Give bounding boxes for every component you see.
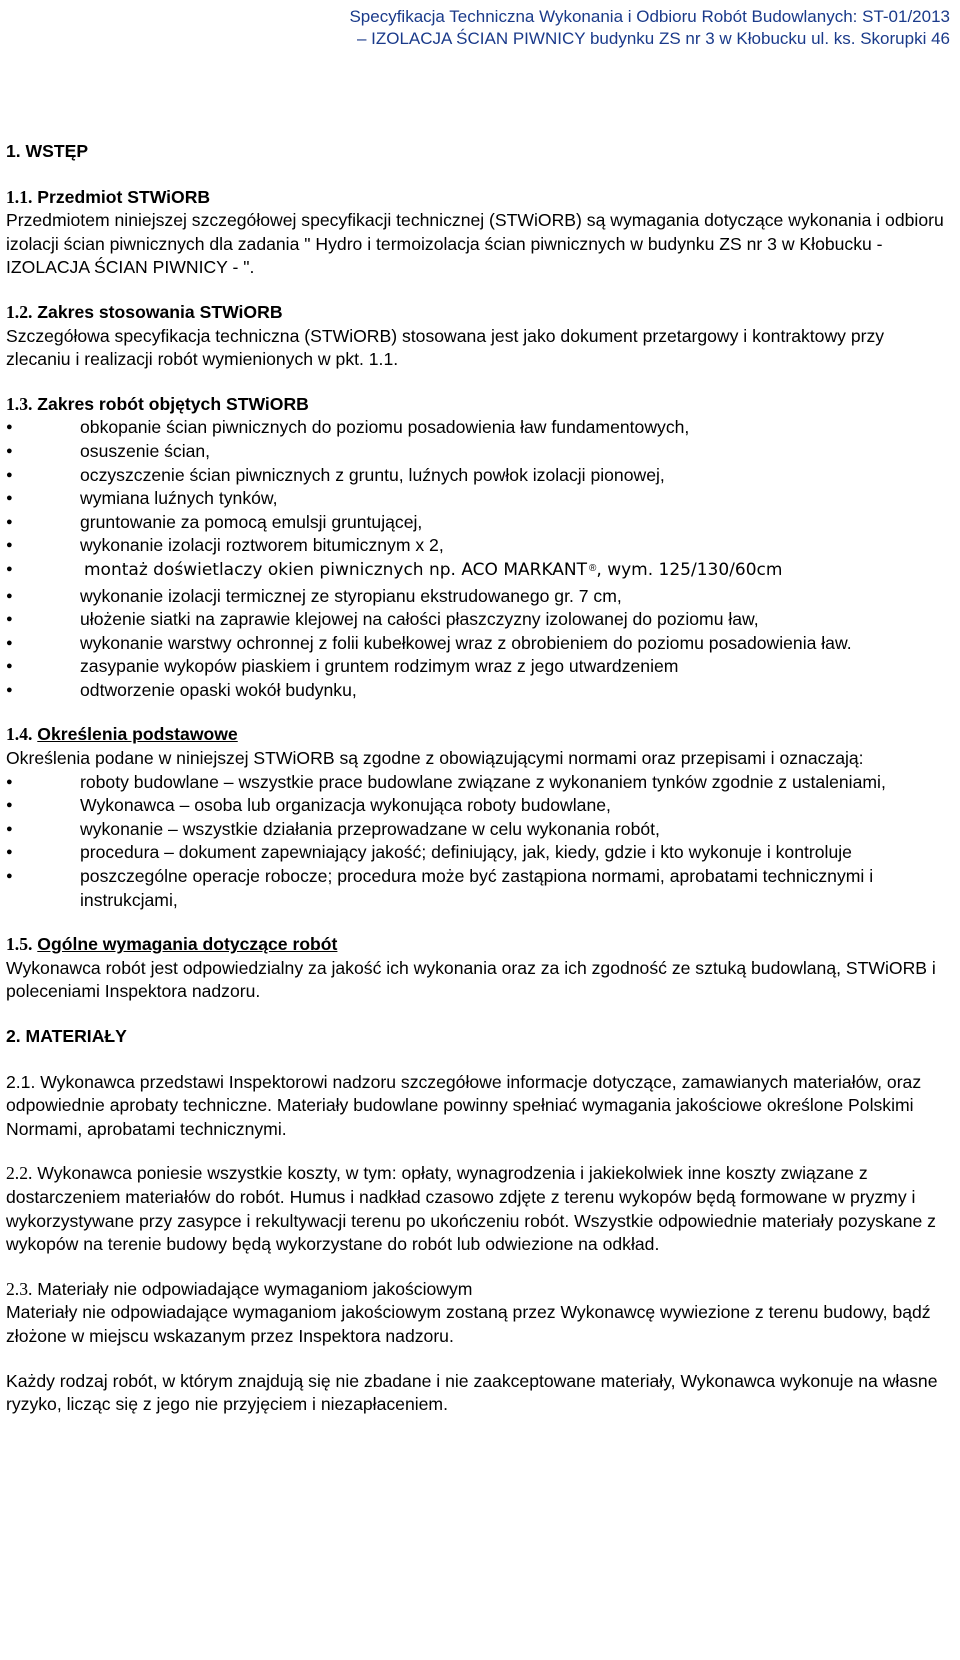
paragraph-2-3-title — [6, 1278, 950, 1302]
section-number: 2.3. — [6, 1278, 33, 1299]
section-1-2-title — [6, 301, 950, 325]
section-1-5 — [6, 933, 950, 1004]
section-number: 1.4. — [6, 724, 33, 745]
list-item: ● oczyszczenie ścian piwnicznych z gruntu, luźnych powłok izolacji pionowej, — [6, 464, 950, 488]
section-1-heading: 1. WSTĘP — [6, 141, 89, 161]
section-number: 1.1. — [6, 186, 33, 207]
section-1-1-title — [6, 186, 950, 210]
list-item: ● wymiana luźnych tynków, — [6, 487, 950, 511]
markant-text-b: okien piwnicznych np. ACO MARKANT — [267, 559, 588, 580]
section-1-4-title — [6, 723, 950, 747]
scope-list — [6, 416, 950, 702]
list-item-markant — [6, 558, 950, 585]
list-item: ● wykonanie izolacji roztworem bitumicznym x 2, — [6, 534, 950, 558]
paragraph-text: Wykonawca poniesie wszystkie koszty, w tym: opłaty, wynagrodzenia i jakiekolwiek inne koszty związane z dostarczeniem materiałów do robót. Humus i nadkład czasowo zdjęte z terenu wykopów będą formowane w pryzmy i wykorzystywane przy zasypce i rekultywacji terenu po ukończeniu robót. Wszystkie odpowiednie materiały pozyskane z wykopów na terenie budowy będą wykorzystane do robót lub odwiezione na odkład. — [6, 1163, 936, 1255]
section-title: Zakres robót objętych STWiORB — [37, 393, 309, 414]
list-item: ● wykonanie – wszystkie działania przeprowadzane w celu wykonania robót, — [6, 818, 950, 842]
section-title: Określenia podstawowe — [37, 724, 238, 745]
list-item: ● wykonanie izolacji termicznej ze styropianu ekstrudowanego gr. 7 cm, — [6, 585, 950, 609]
registered-mark: ® — [589, 562, 597, 574]
paragraph-2-1: 2.1. Wykonawca przedstawi Inspektorowi nadzoru szczegółowe informacje dotyczące, zamawianych materiałów, oraz odpowiednie aprobaty techniczne. Materiały budowlane powinny spełniać wymagania jakościowe określone Polskimi Normami, aprobatami technicznymi. — [6, 1071, 922, 1139]
section-title: Materiały nie odpowiadające wymaganiom jakościowym — [37, 1278, 473, 1299]
list-item: ● odtworzenie opaski wokół budynku, — [6, 679, 950, 703]
document-body — [6, 140, 950, 1417]
section-number: 2.2. — [6, 1163, 33, 1184]
list-item: ● osuszenie ścian, — [6, 440, 950, 464]
header-line-2: – IZOLACJA ŚCIAN PIWNICY budynku ZS nr 3 w Kłobucku ul. ks. Skorupki 46 — [356, 29, 950, 48]
section-1-3-title — [6, 393, 950, 417]
header-line-1: Specyfikacja Techniczna Wykonania i Odbioru Robót Budowlanych: ST-01/2013 — [349, 7, 950, 26]
section-title: Przedmiot STWiORB — [37, 186, 211, 207]
section-1-2-body: Szczegółowa specyfikacja techniczna (STWiORB) stosowana jest jako dokument przetargowy i kontraktowy przy zlecaniu i realizacji robót wymienionych w pkt. 1.1. — [6, 325, 885, 370]
list-item: ● gruntowanie za pomocą emulsji gruntującej, — [6, 511, 950, 535]
section-2-heading: 2. MATERIAŁY — [6, 1026, 127, 1046]
section-1-5-body: Wykonawca robót jest odpowiedzialny za jakość ich wykonania oraz za ich zgodność ze sztuką budowlaną, STWiORB i poleceniami Inspektora nadzoru. — [6, 957, 936, 1002]
section-number: 1.5. — [6, 934, 33, 955]
list-item: ● procedura – dokument zapewniający jakość; definiujący, jak, kiedy, gdzie i kto wykonuje i kontroluje — [6, 841, 950, 865]
section-number: 1.2. — [6, 301, 33, 322]
markant-text-c: , wym. 125/130/60cm — [596, 559, 783, 580]
markant-text-a: montaż doświetlaczy — [84, 559, 268, 580]
list-item: ● zasypanie wykopów piaskiem i gruntem rodzimym wraz z jego utwardzeniem — [6, 655, 950, 679]
section-title: Zakres stosowania STWiORB — [37, 301, 283, 322]
document-header — [349, 6, 950, 50]
section-title: Ogólne wymagania dotyczące robót — [37, 934, 338, 955]
list-item: ● wykonanie warstwy ochronnej z folii kubełkowej wraz z obrobieniem do poziomu posadowienia ław. — [6, 632, 950, 656]
section-1-4-intro: Określenia podane w niniejszej STWiORB są zgodne z obowiązującymi normami oraz przepisami i oznaczają: — [6, 748, 864, 769]
list-item: ● poszczególne operacje robocze; procedura może być zastąpiona normami, aprobatami technicznymi i instrukcjami, — [6, 865, 950, 912]
paragraph-2-4: Każdy rodzaj robót, w którym znajdują się nie zbadane i nie zaakceptowane materiały, Wykonawca wykonuje na własne ryzyko, licząc się z jego nie przyjęciem i niezapłaceniem. — [6, 1370, 938, 1415]
section-1-4 — [6, 723, 950, 912]
paragraph-2-2 — [6, 1162, 950, 1256]
list-item: ● obkopanie ścian piwnicznych do poziomu posadowienia ław fundamentowych, — [6, 416, 950, 440]
section-number: 1.3. — [6, 393, 33, 414]
list-item: ● ułożenie siatki na zaprawie klejowej na całości płaszczyzny izolowanej do poziomu ław, — [6, 608, 950, 632]
section-1-3 — [6, 393, 950, 703]
section-1-1 — [6, 186, 950, 280]
list-item: ● roboty budowlane – wszystkie prace budowlane związane z wykonaniem tynków zgodnie z ustaleniami, — [6, 771, 950, 795]
definitions-list — [6, 771, 950, 913]
section-1-5-title — [6, 933, 950, 957]
list-item: ● Wykonawca – osoba lub organizacja wykonująca roboty budowlane, — [6, 794, 950, 818]
section-1-2 — [6, 301, 950, 372]
paragraph-2-3-body: Materiały nie odpowiadające wymaganiom jakościowym zostaną przez Wykonawcę wywiezione z terenu budowy, bądź złożone w miejscu wskazanym przez Inspektora nadzoru. — [6, 1302, 931, 1346]
paragraph-2-3 — [6, 1278, 950, 1349]
section-1-1-body: Przedmiotem niniejszej szczegółowej specyfikacji technicznej (STWiORB) są wymagania dotyczące wykonania i odbioru izolacji ścian piwnicznych dla zadania " Hydro i termoizolacja ścian piwnicznych w budynku ZS nr 3 w Kłobucku - IZOLACJA ŚCIAN PIWNICY - ". — [6, 210, 944, 278]
